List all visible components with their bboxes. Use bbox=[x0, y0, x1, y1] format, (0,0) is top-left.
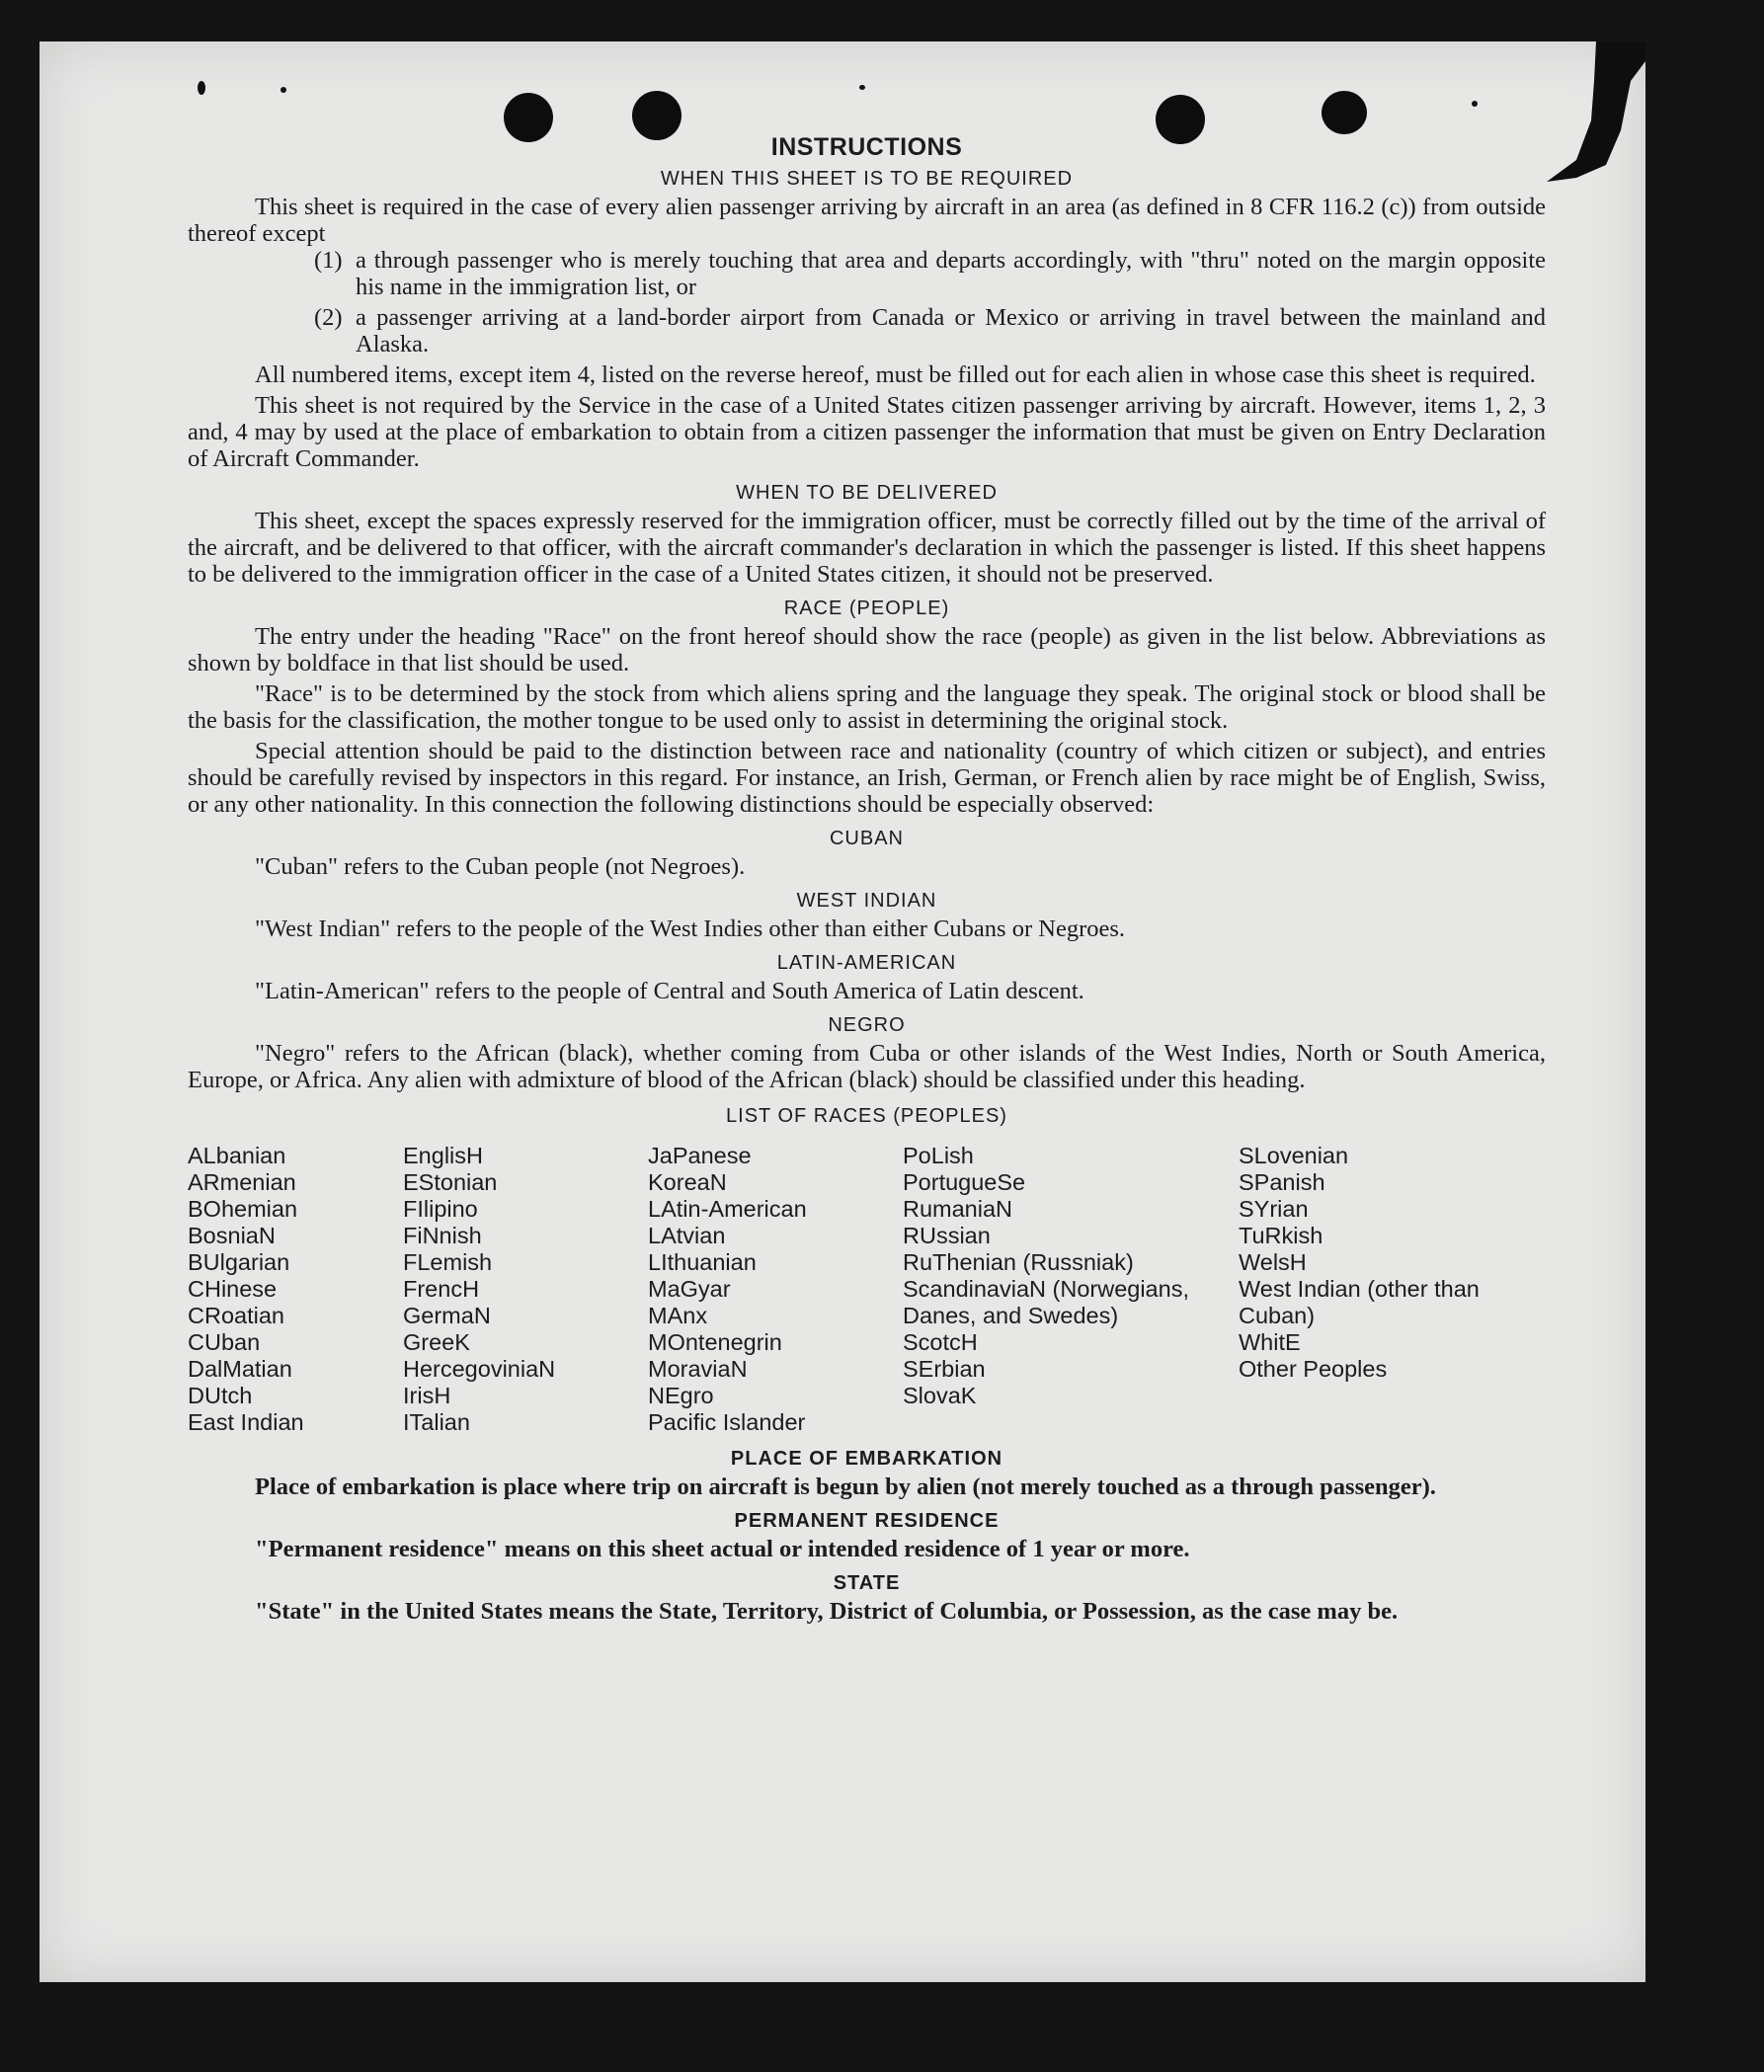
paragraph: "Latin-American" refers to the people of Central and South America of Latin descent. bbox=[255, 978, 1084, 1004]
list-item bbox=[314, 247, 1546, 300]
item-text: a passenger arriving at a land-border airport from Canada or Mexico or arriving in travel between the mainland and Alaska. bbox=[356, 304, 1546, 358]
document-sheet bbox=[40, 41, 1645, 1982]
races-column-1 bbox=[188, 1143, 403, 1436]
race-entry: ALbanian bbox=[188, 1143, 286, 1168]
race-entry: EnglisH bbox=[403, 1143, 483, 1168]
race-entry: Pacific Islander bbox=[648, 1409, 806, 1435]
ink-speck bbox=[281, 87, 286, 93]
item-text: a through passenger who is merely touching that area and departs accordingly, with "thru" noted on the margin opposite his name in the immigration list, or bbox=[356, 247, 1546, 300]
heading-state: STATE bbox=[833, 1572, 901, 1594]
race-entry: IrisH bbox=[403, 1383, 451, 1408]
race-entry: FrencH bbox=[403, 1276, 480, 1302]
heading-cuban: CUBAN bbox=[829, 828, 904, 849]
paragraph: "Negro" refers to the African (black), whether coming from Cuba or other islands of the West Indies, North or South America, Europe, or Africa. Any alien with admixture of blood of the African (black) should be classified under this heading. bbox=[188, 1040, 1546, 1093]
race-entry: LAtin-American bbox=[648, 1196, 807, 1222]
race-entry: ITalian bbox=[403, 1409, 470, 1435]
punch-hole-4 bbox=[1322, 91, 1367, 134]
race-entry: GermaN bbox=[403, 1303, 491, 1328]
race-entry: MoraviaN bbox=[648, 1356, 748, 1382]
races-column-3 bbox=[648, 1143, 903, 1436]
paragraph: This sheet is required in the case of every alien passenger arriving by aircraft in an area (as defined in 8 CFR 116.2 (c)) from outside thereof except bbox=[188, 194, 1546, 247]
races-column-5 bbox=[1239, 1143, 1525, 1436]
race-entry: ScotcH bbox=[903, 1329, 978, 1355]
race-entry: CRoatian bbox=[188, 1303, 284, 1328]
race-entry: LAtvian bbox=[648, 1223, 726, 1248]
heading-permanent-residence: PERMANENT RESIDENCE bbox=[734, 1510, 1000, 1532]
race-entry: JaPanese bbox=[648, 1143, 752, 1168]
heading-west-indian: WEST INDIAN bbox=[796, 890, 937, 912]
races-list bbox=[188, 1143, 1546, 1436]
race-entry: LIthuanian bbox=[648, 1249, 757, 1275]
race-entry: FLemish bbox=[403, 1249, 493, 1275]
race-entry: KoreaN bbox=[648, 1169, 727, 1195]
heading-negro: NEGRO bbox=[828, 1014, 906, 1036]
paragraph: "West Indian" refers to the people of the West Indies other than either Cubans or Negroes. bbox=[255, 916, 1126, 942]
race-entry: SlovaK bbox=[903, 1383, 977, 1408]
race-entry: PortugueSe bbox=[903, 1169, 1026, 1195]
race-entry: GreeK bbox=[403, 1329, 470, 1355]
ink-speck bbox=[859, 85, 865, 90]
race-entry: EStonian bbox=[403, 1169, 498, 1195]
race-entry: DUtch bbox=[188, 1383, 253, 1408]
instructions-content bbox=[188, 132, 1546, 1625]
race-entry: East Indian bbox=[188, 1409, 304, 1435]
paragraph: Special attention should be paid to the distinction between race and nationality (country of which citizen or subject), and entries should be carefully revised by inspectors in this regard. For instance, an Irish, German, or French alien by race might be of English, Swiss, or any other nationality. In this connection the following distinctions should be especially observed: bbox=[188, 738, 1546, 818]
ink-speck bbox=[198, 81, 205, 95]
heading-when-delivered: WHEN TO BE DELIVERED bbox=[736, 482, 998, 504]
race-entry: SErbian bbox=[903, 1356, 986, 1382]
races-column-2 bbox=[403, 1143, 648, 1436]
race-entry: RUssian bbox=[903, 1223, 991, 1248]
heading-list-of-races: LIST OF RACES (PEOPLES) bbox=[726, 1105, 1007, 1127]
heading-place-of-embarkation: PLACE OF EMBARKATION bbox=[730, 1448, 1003, 1470]
page-title: INSTRUCTIONS bbox=[770, 133, 963, 161]
race-entry: FiNnish bbox=[403, 1223, 482, 1248]
bold-sections bbox=[188, 1446, 1546, 1625]
race-entry: SYrian bbox=[1239, 1196, 1309, 1222]
paragraph: All numbered items, except item 4, listed on the reverse hereof, must be filled out for each alien in whose case this sheet is required. bbox=[255, 361, 1536, 388]
race-entry: WelsH bbox=[1239, 1249, 1307, 1275]
paragraph: This sheet is not required by the Service in the case of a United States citizen passenger arriving by aircraft. However, items 1, 2, 3 and, 4 may by used at the place of embarkation to obtain from a citizen passenger the information that must be given on Entry Declaration of Aircraft Commander. bbox=[188, 392, 1546, 472]
paragraph: "Permanent residence" means on this sheet actual or intended residence of 1 year or more. bbox=[255, 1536, 1190, 1562]
ink-speck bbox=[1472, 101, 1478, 107]
race-entry: TuRkish bbox=[1239, 1223, 1323, 1248]
race-entry: BOhemian bbox=[188, 1196, 298, 1222]
race-entry: DalMatian bbox=[188, 1356, 292, 1382]
race-entry: RuThenian (Russniak) bbox=[903, 1249, 1134, 1275]
paragraph: Place of embarkation is place where trip on aircraft is begun by alien (not merely touched as a through passenger). bbox=[255, 1474, 1436, 1500]
paragraph: This sheet, except the spaces expressly reserved for the immigration officer, must be correctly filled out by the time of the arrival of the aircraft, and be delivered to that officer, with the aircraft commander's declaration in which the passenger is listed. If this sheet happens to be delivered to the immigration officer in the case of a United States citizen, it should not be preserved. bbox=[188, 508, 1546, 588]
race-entry: FIlipino bbox=[403, 1196, 478, 1222]
torn-corner-mark bbox=[1537, 41, 1645, 190]
race-entry: BosniaN bbox=[188, 1223, 276, 1248]
heading-race: RACE (PEOPLE) bbox=[783, 598, 950, 619]
race-entry: PoLish bbox=[903, 1143, 974, 1168]
races-column-4 bbox=[903, 1143, 1239, 1436]
item-number: (1) bbox=[314, 247, 343, 274]
paragraph: "State" in the United States means the State, Territory, District of Columbia, or Possession, as the case may be. bbox=[255, 1598, 1399, 1625]
paragraph: The entry under the heading "Race" on the front hereof should show the race (people) as given in the list below. Abbreviations as shown by boldface in that list should be used. bbox=[188, 623, 1546, 677]
race-entry: MOntenegrin bbox=[648, 1329, 782, 1355]
race-entry: MAnx bbox=[648, 1303, 708, 1328]
race-entry: RumaniaN bbox=[903, 1196, 1013, 1222]
heading-latin-american: LATIN-AMERICAN bbox=[776, 952, 957, 974]
race-entry: SLovenian bbox=[1239, 1143, 1349, 1168]
paragraph: "Cuban" refers to the Cuban people (not Negroes). bbox=[255, 853, 746, 880]
race-entry: SPanish bbox=[1239, 1169, 1325, 1195]
race-entry: West Indian (other than Cuban) bbox=[1239, 1276, 1480, 1328]
paragraph: "Race" is to be determined by the stock from which aliens spring and the language they speak. The original stock or blood shall be the basis for the classification, the mother tongue to be used only to assist in determining the original stock. bbox=[188, 680, 1546, 734]
race-entry: ARmenian bbox=[188, 1169, 296, 1195]
race-entry: Other Peoples bbox=[1239, 1356, 1388, 1382]
race-entry: WhitE bbox=[1239, 1329, 1301, 1355]
race-entry: NEgro bbox=[648, 1383, 714, 1408]
list-item bbox=[314, 304, 1546, 358]
race-entry: CUban bbox=[188, 1329, 261, 1355]
heading-when-required: WHEN THIS SHEET IS TO BE REQUIRED bbox=[660, 168, 1074, 190]
item-number: (2) bbox=[314, 304, 343, 331]
race-entry: MaGyar bbox=[648, 1276, 731, 1302]
race-entry: BUlgarian bbox=[188, 1249, 290, 1275]
race-entry: CHinese bbox=[188, 1276, 278, 1302]
race-entry: ScandinaviaN (Norwegians, Danes, and Swedes) bbox=[903, 1276, 1189, 1328]
race-entry: HercegoviniaN bbox=[403, 1356, 556, 1382]
